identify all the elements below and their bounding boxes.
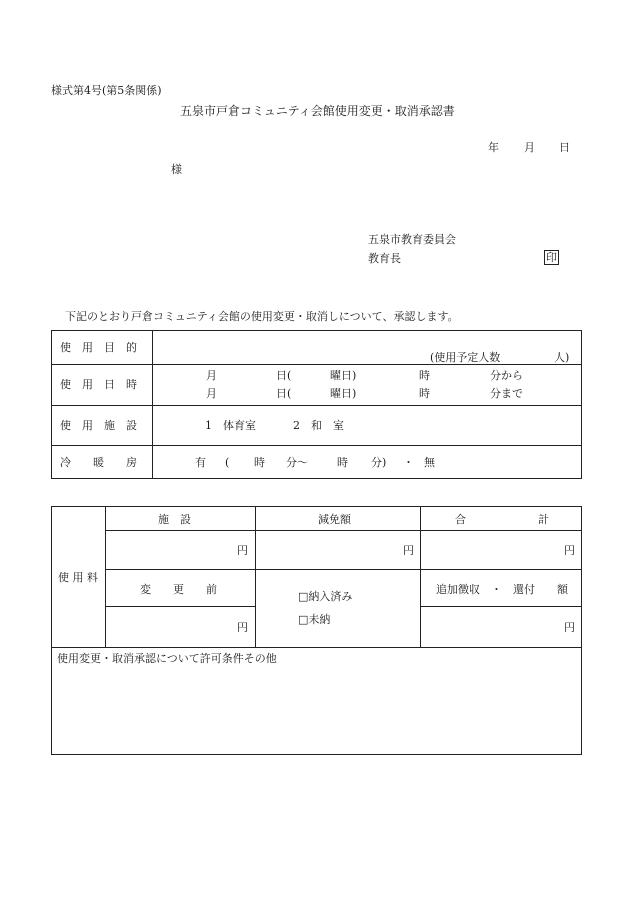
hvac-no: 無 [424,456,435,469]
planned-attendance-open: (使用予定人数 [430,351,501,364]
hvac-end-hour: 時 [337,456,348,469]
start-hour: 時 [419,369,430,382]
table2-column-divider [105,506,106,647]
facility-label: 使 用 施 設 [60,419,137,432]
table2-notes-divider [51,647,582,648]
hvac-yes: 有 [195,456,206,469]
purpose-label: 使 用 目 的 [60,341,137,354]
hvac-label: 冷 暖 房 [60,456,137,469]
hvac-separator: ・ [403,456,414,469]
facility-option-japanese-room: 2 和 室 [293,419,344,432]
adjustment-label: 追加徴収 ・ 還付 額 [436,583,568,596]
unpaid-checkbox-label: □未納 [298,613,331,626]
table2-row-divider [105,606,255,607]
datetime-label: 使 用 日 時 [60,378,137,391]
table2-column-divider [255,506,256,647]
hvac-start-hour: 時 [254,456,265,469]
yen-facility: 円 [237,544,248,557]
yen-total: 円 [564,544,575,557]
yen-adjustment: 円 [564,621,575,634]
table1-row-divider [51,364,582,365]
seal-mark: 印 [546,251,557,264]
document-title: 五泉市戸倉コミュニティ会館使用変更・取消承認書 [180,104,455,118]
table2-row-divider [420,606,582,607]
table2-column-divider [420,506,421,647]
issuer-title: 教育長 [368,252,401,265]
end-month: 月 [206,387,217,400]
header-reduction: 減免額 [318,513,351,526]
yen-before-change: 円 [237,621,248,634]
table2-row-divider [105,530,582,531]
end-day: 日( [276,387,292,400]
table2-row-divider [105,569,582,570]
date-year: 年 [488,141,499,154]
table1-row-divider [51,405,582,406]
issuer-org: 五泉市教育委員会 [368,233,456,246]
paid-checkbox-label: □納入済み [298,590,353,603]
addressee-suffix: 様 [171,163,182,176]
fee-table [51,506,582,755]
facility-option-gym: 1 体育室 [205,419,256,432]
header-facility: 施 設 [158,513,191,526]
date-month: 月 [524,141,535,154]
start-month: 月 [206,369,217,382]
end-weekday: 曜日) [330,387,357,400]
hvac-start-minute: 分〜 [286,456,308,469]
fee-label: 使 用 料 [58,571,98,584]
date-day: 日 [559,141,570,154]
start-minute: 分から [490,369,523,382]
notes-label: 使用変更・取消承認について許可条件その他 [57,652,277,665]
end-hour: 時 [419,387,430,400]
end-minute: 分まで [490,387,523,400]
table1-row-divider [51,445,582,446]
planned-attendance-close: 人) [554,351,570,364]
hvac-end-minute: 分) [371,456,387,469]
yen-reduction: 円 [403,544,414,557]
before-change-label: 変 更 前 [140,583,217,596]
start-day: 日( [276,369,292,382]
form-number: 様式第4号(第5条関係) [51,84,162,97]
header-total-a: 合 [455,513,466,526]
header-total-b: 計 [538,513,549,526]
hvac-open-paren: ( [225,456,230,469]
approval-statement: 下記のとおり戸倉コミュニティ会館の使用変更・取消しについて、承認します。 [65,310,459,323]
start-weekday: 曜日) [330,369,357,382]
